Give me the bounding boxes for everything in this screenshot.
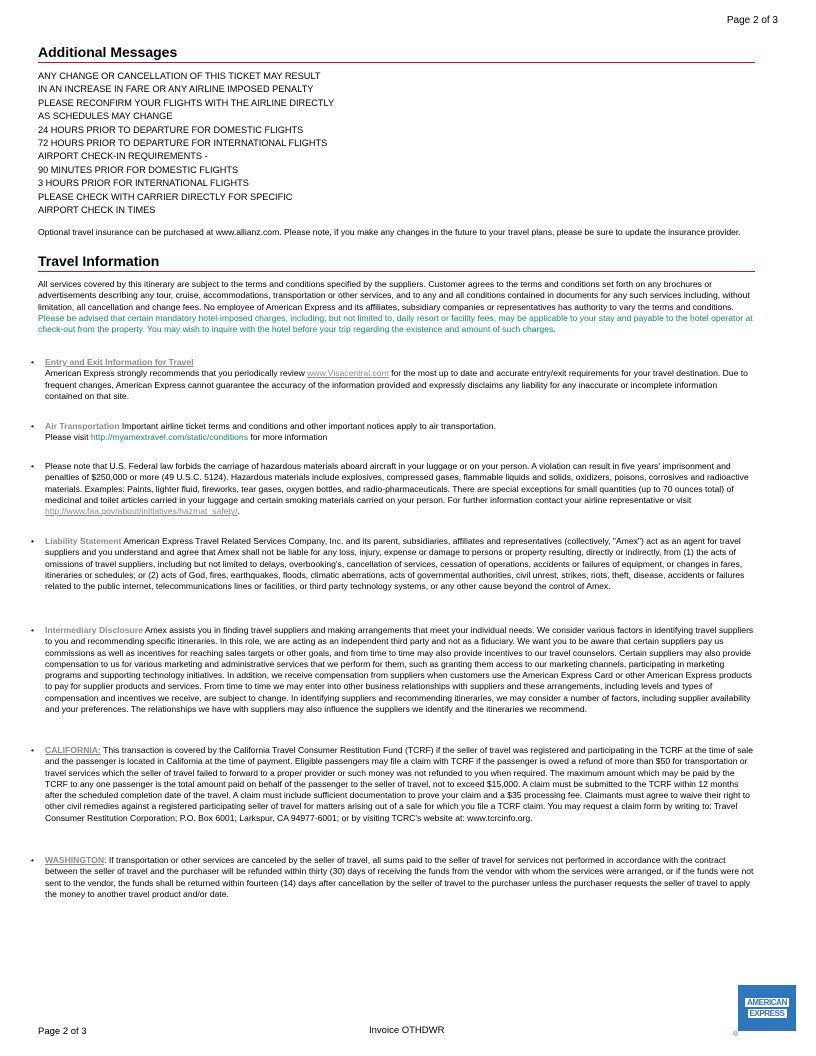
california-section xyxy=(45,745,755,824)
message-line: 3 HOURS PRIOR FOR INTERNATIONAL FLIGHTS xyxy=(38,178,249,189)
message-line: AS SCHEDULES MAY CHANGE xyxy=(38,111,173,122)
washington-section xyxy=(45,855,755,900)
visit-text: Please visit xyxy=(45,432,91,443)
logo-text-american: AMERICAN xyxy=(747,998,787,1007)
insurance-note: Optional travel insurance can be purchased at www.allianz.com. Please note, if you make any changes in the future to your travel plans, please be sure to update the insurance provider. xyxy=(38,227,741,237)
logo-text-express: EXPRESS xyxy=(749,1009,785,1018)
bullet-icon: • xyxy=(31,536,35,546)
additional-messages-list xyxy=(38,70,334,217)
invoice-number: Invoice OTHDWR xyxy=(369,1025,445,1036)
entry-exit-section xyxy=(45,357,755,402)
bullet-icon: • xyxy=(31,421,35,431)
california-heading: CALIFORNIA: xyxy=(45,745,101,755)
bullet-icon: • xyxy=(31,745,35,755)
page-number-bottom: Page 2 of 3 xyxy=(38,1026,87,1037)
message-line: PLEASE RECONFIRM YOUR FLIGHTS WITH THE AIRLINE DIRECTLY xyxy=(38,97,335,108)
entry-exit-text: American Express strongly recommends that you periodically review xyxy=(45,368,308,379)
bullet-icon: • xyxy=(31,855,35,865)
liability-section xyxy=(45,536,755,592)
message-line: 72 HOURS PRIOR TO DEPARTURE FOR INTERNATIONAL FLIGHTS xyxy=(38,138,328,149)
air-transportation-section xyxy=(45,421,755,444)
message-line: 24 HOURS PRIOR TO DEPARTURE FOR DOMESTIC FLIGHTS xyxy=(38,124,304,135)
travel-information-title: Travel Information xyxy=(38,253,755,272)
bullet-icon: • xyxy=(31,625,35,635)
message-line: 90 MINUTES PRIOR FOR DOMESTIC FLIGHTS xyxy=(38,164,239,175)
message-line: PLEASE CHECK WITH CARRIER DIRECTLY FOR SPECIFIC xyxy=(38,191,293,202)
entry-exit-heading: Entry and Exit Information for Travel xyxy=(45,357,194,367)
hazmat-section xyxy=(45,461,755,517)
washington-text: : If transportation or other services are canceled by the seller of travel, all sums paid to the seller of travel for services not performed in accordance with the contract between the seller of travel and the purchaser will be refunded within thirty (30) days of receiving the funds from the vendor with whom the services were arranged, or if the funds were not sent to the vendor, the funds shall be returned within fourteen (14) days after cancellation by the seller of travel to the purchaser unless the purchaser requests the seller of travel to apply the money to another travel product and/or date. xyxy=(45,855,754,899)
liability-heading: Liability Statement xyxy=(45,536,122,546)
intermediary-heading: Intermediary Disclosure xyxy=(45,625,143,635)
hazmat-text: Please note that U.S. Federal law forbids the carriage of hazardous materials aboard aircraft in your luggage or on your person. A violation can result in five years' imprisonment and penalties of $250,000 or more (49 U.S.C. 5124). Hazardous materials include explosives, compressed gases, flammable liquids and solids, oxidizers, poisons, corrosives and radioactive materials. Examples: Paints, lighter fluid, fireworks, tear gases, oxygen bottles, and radio-pharmaceuticals. There are special exceptions for small quantities (up to 70 ounces total) of medicinal and toilet articles carried in your luggage and certain smoking materials carried on your person. For further information contact your airline representative or visit xyxy=(45,461,749,505)
conditions-link[interactable]: http://myamextravel.com/static/conditions xyxy=(90,432,248,443)
hazmat-period: . xyxy=(237,506,240,517)
message-line: AIRPORT CHECK IN TIMES xyxy=(38,205,156,216)
amex-logo xyxy=(738,985,796,1031)
page-number-top: Page 2 of 3 xyxy=(726,15,778,26)
message-line: IN AN INCREASE IN FARE OR ANY AIRLINE IMPOSED PENALTY xyxy=(38,84,314,95)
intro-text: All services covered by this itinerary are subject to the terms and conditions specified by the suppliers. Customer agrees to the terms and conditions set forth on any brochures or advertisements describing any tour, cruise, accommodations, transportation or other services, and to any and all conditions contained in documents for any such services including, without limitation, all cancellation and change fees. No employee of American Express and its affiliates, subsidiary companies or representatives has authority to vary the terms and conditions. xyxy=(38,279,750,312)
bullet-icon: • xyxy=(31,357,35,367)
liability-text: American Express Travel Related Services Company, Inc. and its parent, subsidiaries, affiliates and representatives (collectively, "Amex") act as an agent for travel suppliers and you understand and agree that Amex shall not be liable for any loss, injury, expense or damage to persons or property resulting, directly or indirectly, from (1) the acts of omissions of travel suppliers, including but not limited to delays, overbooking's, cancellation of services, cessation of operations, accidents or failures of equipment, or changes in fares, itineraries or schedules; or (2) acts of God, fires, earthquakes, floods, climatic aberrations, acts of governmental authorities, civil unrest, strikes, riots, theft, disease, accidents or failures related to the public internet, telecommunications lines or facilities, or third party technology systems, or any other cause beyond the control of Amex. xyxy=(45,536,745,592)
registered-mark: ® xyxy=(733,1031,739,1038)
additional-messages-title: Additional Messages xyxy=(38,44,755,63)
air-transportation-heading: Air Transportation xyxy=(45,421,120,431)
entry-exit-text-after: for the most up to date and accurate entry/exit requirements for your travel destination. Due to frequent changes, American Express cannot guarantee the accuracy of the information provided and expressly disclaims any liability for any inaccurate or incomplete information contained on that site. xyxy=(45,368,748,401)
bullet-icon: • xyxy=(31,461,35,471)
intermediary-text: Amex assists you in finding travel suppliers and making arrangements that meet your individual needs. We consider various factors in identifying travel suppliers to you and recommending specific itineraries. In this role, we are acting as an independent third party and not as a fiduciary. We want you to be aware that certain suppliers pay us commissions as well as incentives for reaching sales targets or other goals, and from time to time may also provide incentives to our travel counselors. Certain suppliers may also provide compensation to us for various marketing and administrative services that we perform for them, such as granting them access to our marketing channels, participating in marketing programs and supporting technology initiatives. In addition, we receive compensation from suppliers when customers use the American Express Card or other American Express products to pay for supplier products and services. From time to time we may enter into other business relationships with suppliers and these arrangements, including levels and types of compensation and incentives we receive, are subject to change. In identifying suppliers and recommending itineraries, we may consider a number of factors, including supplier availability and your preferences. The relationships we have with suppliers may also influence the suppliers we identify and the itineraries we recommend. xyxy=(45,625,754,715)
message-line: ANY CHANGE OR CANCELLATION OF THIS TICKET MAY RESULT xyxy=(38,71,321,81)
intermediary-section xyxy=(45,625,755,715)
washington-heading: WASHINGTON xyxy=(45,855,105,865)
visacentral-link[interactable]: www.Visacentral.com xyxy=(307,368,389,379)
hotel-fees-notice: Please be advised that certain mandatory hotel-imposed charges, including, but not limited to, daily resort or facility fees, may be applicable to your stay and payable to the hotel operator at check-out from the property. You may wish to inquire with the hotel before your trip regarding the existence and amount of such charges. xyxy=(38,312,753,335)
air-transportation-text: Important airline ticket terms and conditions and other important notices apply to air transportation. xyxy=(119,421,496,431)
travel-info-intro xyxy=(38,279,755,335)
message-line: AIRPORT CHECK-IN REQUIREMENTS - xyxy=(38,151,208,162)
more-info-text: for more information xyxy=(248,432,328,443)
california-text: This transaction is covered by the California Travel Consumer Restitution Fund (TCRF) if the seller of travel was registered and participating in the TCRF at the time of sale and the passenger is located in California at the time of payment. Eligible passengers may file a claim with TCRF if the passenger is owed a refund of more than $50 for transportation or travel services which the seller of travel failed to forward to a proper provider or such money was not refunded to you when required. The maximum amount which may be paid by the TCRF to any one passenger is the total amount paid on behalf of the passenger to the seller of travel, not to exceed $15,000. A claim must be submitted to the TCRF within 12 months after the scheduled completion date of the travel. A claim must include sufficient documentation to prove your claim and a $35 processing fee. Claimants must agree to waive their right to other civil remedies against a registered participating seller of travel for matters arising out of a sale for which you file a TCRF claim. You may request a claim form by writing to: Travel Consumer Restitution Corporation; P.O. Box 6001; Larkspur, CA 94977-6001; or by visiting TCRC's website at: www.tcrcinfo.org. xyxy=(45,745,753,823)
faa-hazmat-link[interactable]: http://www.faa.gov/about/initiatives/hazmat_safety/ xyxy=(45,506,238,517)
